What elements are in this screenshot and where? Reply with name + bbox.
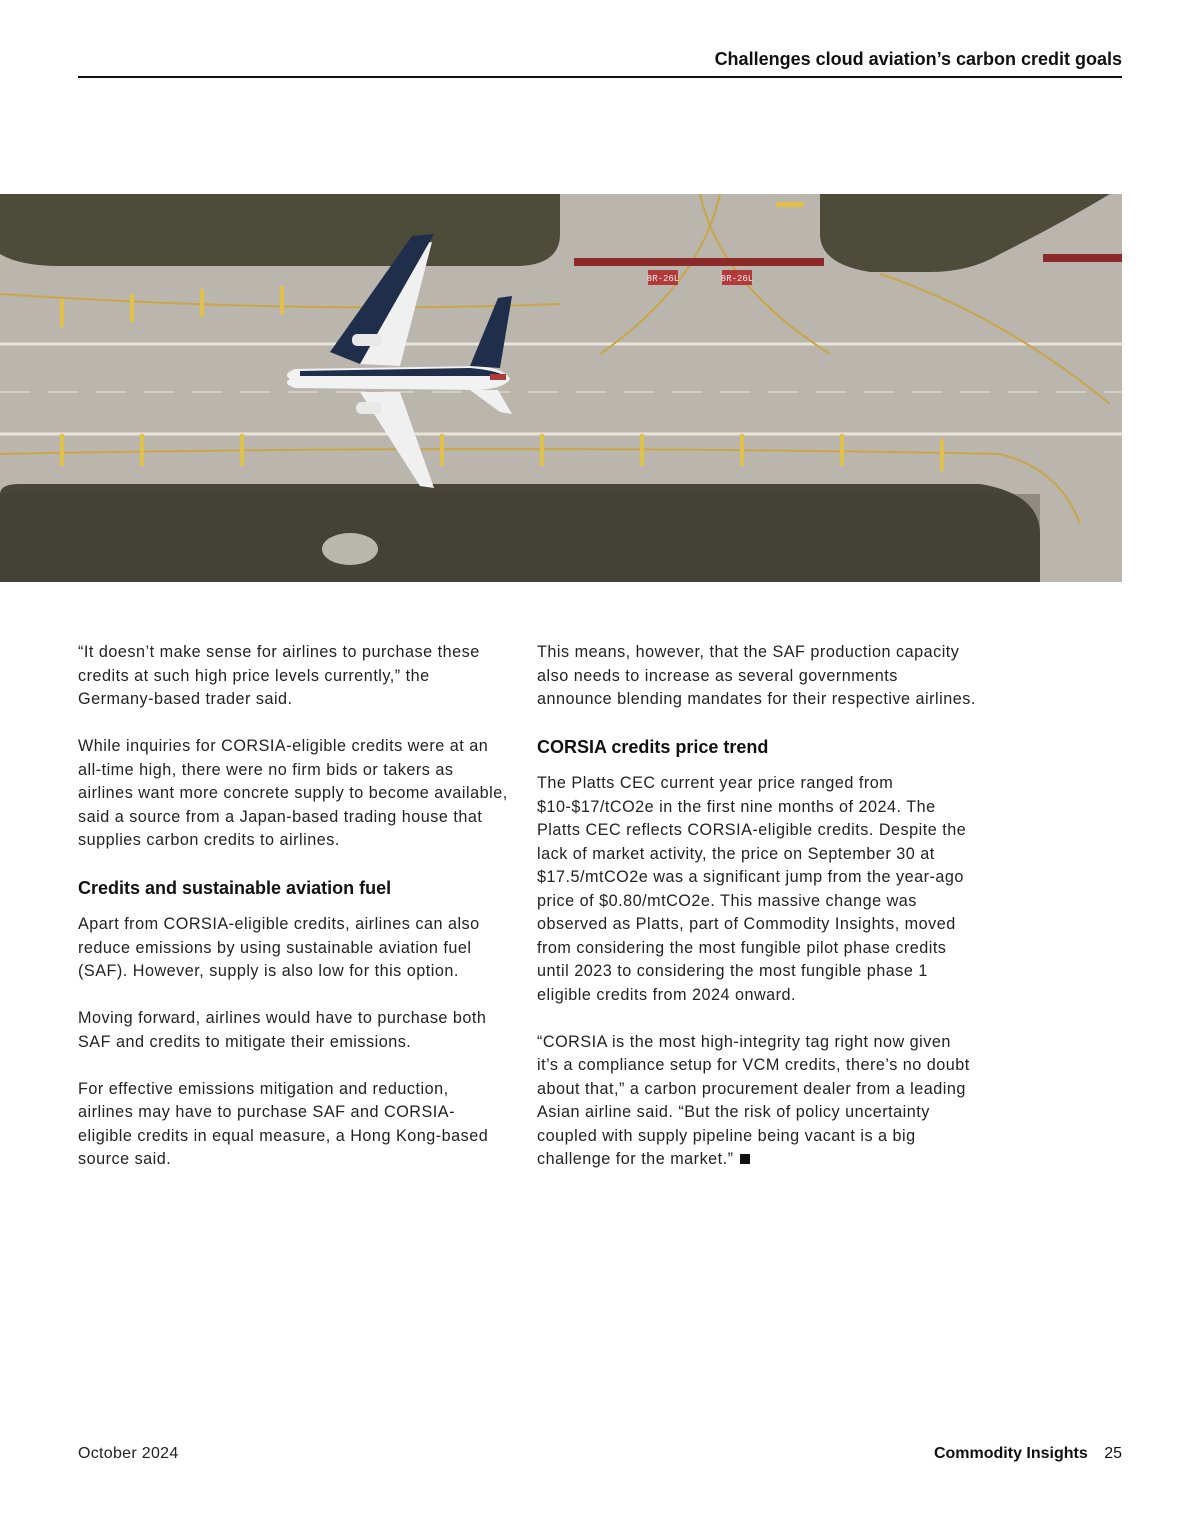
paragraph: For effective emissions mitigation and reduction, airlines may have to purchase SAF and CORSIA-eligible credits in equal measure, a Hong Kong-based source said. [78,1079,489,1168]
section-heading: CORSIA credits price trend [537,737,769,757]
footer-right [934,1445,1122,1463]
paragraph: Moving forward, airlines would have to purchase both SAF and credits to mitigate their emissions. [78,1009,487,1051]
page-header-title: Challenges cloud aviation’s carbon credit goals [714,49,1122,69]
end-mark-icon [740,1154,750,1164]
left-column [78,641,508,1195]
grass-top-left [0,194,560,266]
paragraph: Apart from CORSIA-eligible credits, airlines can also reduce emissions by using sustainable aviation fuel (SAF). However, supply is also low for this option. [78,915,480,980]
footer-date: October 2024 [78,1445,179,1462]
right-column [537,641,977,1195]
paragraph: This means, however, that the SAF production capacity also needs to increase as several governments announce blending mandates for their respective airlines. [537,643,976,708]
paragraph: The Platts CEC current year price ranged from $10-$17/tCO2e in the first nine months of 2024. The Platts CEC reflects CORSIA-eligible credits. Despite the lack of market activity, the price on September 30 at $17.5/mtCO2e was a significant jump from the year-ago price of $0.80/mtCO2e. This massive change was observed as Platts, part of Commodity Insights, moved from considering the most fungible pilot phase credits until 2023 to considering the most fungible phase 1 eligible credits from 2024 onward. [537,774,967,1004]
section-heading: Credits and sustainable aviation fuel [78,878,392,898]
aerial-airplane-photo [0,194,1122,582]
paragraph-final [537,1031,977,1172]
runway-sign: 8R-26L [720,274,754,284]
header-rule [78,76,1122,78]
paragraph: While inquiries for CORSIA-eligible credits were at an all-time high, there were no firm bids or takers as airlines want more concrete supply to become available, said a source from a Japan-based trading house that supplies carbon credits to airlines. [78,737,508,849]
paragraph: “It doesn’t make sense for airlines to purchase these credits at such high price levels currently,” the Germany-based trader said. [78,643,480,708]
footer-brand: Commodity Insights [933,1445,1088,1462]
page-number: 25 [1104,1445,1122,1462]
paragraph-text: “CORSIA is the most high-integrity tag right now given it’s a compliance setup for VCM credits, there’s no doubt about that,” a carbon procurement dealer from a leading Asian airline said. “But the risk of policy uncertainty coupled with supply pipeline being vacant is a big challenge for the market.” [537,1032,970,1168]
runway-sign: 8R-26L [646,274,680,284]
